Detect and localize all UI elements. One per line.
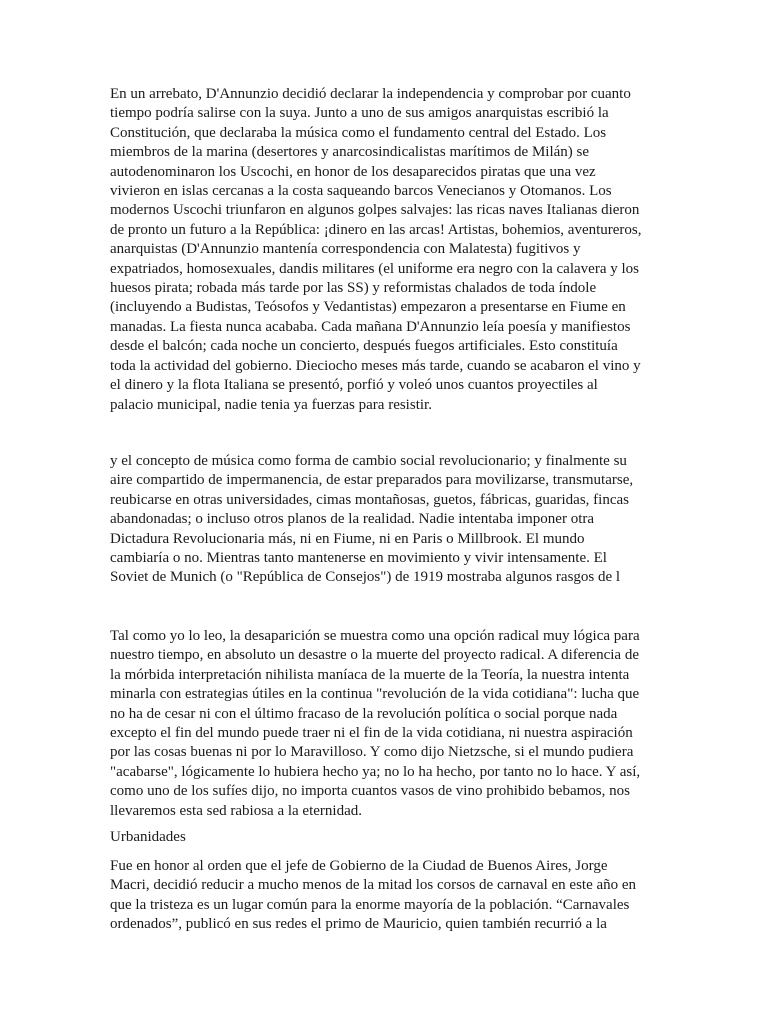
text-line: miembros de la marina (desertores y anarcosindicalistas marítimos de Milán) se xyxy=(110,144,590,161)
text-line: anarquistas (D'Annunzio mantenía correspondencia con Malatesta) fugitivos y xyxy=(110,241,581,258)
text-line: toda la actividad del gobierno. Dieciocho meses más tarde, cuando se acabaron el vino y xyxy=(110,357,641,374)
text-line: como uno de los sufíes dijo, no importa cuantos vasos de vino prohibido bebamos, nos xyxy=(110,783,630,800)
text-line: cambiaría o no. Mientras tanto mantenerse en movimiento y vivir intensamente. El xyxy=(110,550,607,567)
text-line: minarla con estrategias útiles en la continua "revolución de la vida cotidiana": lucha que xyxy=(110,686,640,703)
paragraph-carnival xyxy=(110,857,662,935)
text-line: Fue en honor al orden que el jefe de Gobierno de la Ciudad de Buenos Aires, Jorge xyxy=(110,858,608,874)
text-line: tiempo podría salirse con la suya. Junto a uno de sus amigos anarquistas escribió la xyxy=(110,105,609,122)
text-line: desde el balcón; cada noche un concierto, después fuegos artificiales. Esto constituía xyxy=(110,338,618,355)
heading-text: Urbanidades xyxy=(110,829,186,845)
text-line: autodenominaron los Uscochi, en honor de los desaparecidos piratas que una vez xyxy=(110,163,596,180)
text-line: y el concepto de música como forma de cambio social revolucionario; y finalmente su xyxy=(110,453,627,469)
text-line: palacio municipal, nadie tenia ya fuerzas para resistir. xyxy=(110,396,432,413)
paragraph-music-revolution xyxy=(110,452,662,588)
text-line: reubicarse en otras universidades, cimas montañosas, guetos, fábricas, guaridas, fincas xyxy=(110,491,629,508)
text-line: por las cosas buenas ni por lo Maravilloso. Y como dijo Nietzsche, si el mundo pudiera xyxy=(110,744,634,761)
text-line: Dictadura Revolucionaria más, ni en Fiume, ni en Paris o Millbrook. El mundo xyxy=(110,530,585,547)
text-line: Soviet de Munich (o "República de Consejos") de 1919 mostraba algunos rasgos de l xyxy=(110,569,621,586)
text-line: aire compartido de impermanencia, de estar preparados para movilizarse, transmutarse, xyxy=(110,472,634,489)
text-line: llevaremos esta sed rabiosa a la eternidad. xyxy=(110,802,362,819)
text-line: huesos pirata; robada más tarde por las SS) y reformistas chalados de toda índole xyxy=(110,280,597,297)
text-line: vivieron en islas cercanas a la costa saqueando barcos Venecianos y Otomanos. Los xyxy=(110,183,612,200)
text-line: el dinero y la flota Italiana se presentó, porfió y voleó unos cuantos proyectiles al xyxy=(110,377,598,394)
paragraph-fiume xyxy=(110,85,662,415)
section-heading xyxy=(110,828,662,847)
text-line: En un arrebato, D'Annunzio decidió declarar la independencia y comprobar por cuanto xyxy=(110,86,631,102)
text-line: manadas. La fiesta nunca acababa. Cada mañana D'Annunzio leía poesía y manifiestos xyxy=(110,318,631,335)
text-line: expatriados, homosexuales, dandis militares (el uniforme era negro con la calavera y los xyxy=(110,260,639,277)
text-line: "acabarse", lógicamente lo hubiera hecho ya; no lo ha hecho, por tanto no lo hace. Y así, xyxy=(110,763,641,780)
text-line: la mórbida interpretación nihilista maníaca de la muerte de la Teoría, la nuestra intenta xyxy=(110,666,630,683)
text-line: no ha de cesar ni con el último fracaso de la revolución política o social porque nada xyxy=(110,705,618,722)
text-line: modernos Uscochi triunfaron en algunos golpes salvajes: las ricas naves Italianas dieron xyxy=(110,202,640,219)
text-line: abandonadas; o incluso otros planos de la realidad. Nadie intentaba imponer otra xyxy=(110,511,595,528)
paragraph-disappearance xyxy=(110,627,662,821)
text-line: excepto el fin del mundo puede traer ni el fin de la vida cotidiana, ni nuestra aspiración xyxy=(110,725,633,742)
text-line: ordenados”, publicó en sus redes el primo de Mauricio, quien también recurrió a la xyxy=(110,916,607,933)
text-line: que la tristeza es un lugar común para la enorme mayoría de la población. “Carnavales xyxy=(110,896,630,913)
text-line: Constitución, que declaraba la música como el fundamento central del Estado. Los xyxy=(110,124,607,141)
text-line: Macri, decidió reducir a mucho menos de la mitad los corsos de carnaval en este año en xyxy=(110,877,637,894)
text-line: Tal como yo lo leo, la desaparición se muestra como una opción radical muy lógica para xyxy=(110,628,640,644)
text-line: (incluyendo a Budistas, Teósofos y Vedantistas) empezaron a presentarse en Fiume en xyxy=(110,299,626,316)
text-line: nuestro tiempo, en absoluto un desastre o la muerte del proyecto radical. A diferencia de xyxy=(110,647,639,664)
text-line: de pronto un futuro a la República: ¡dinero en las arcas! Artistas, bohemios, aventureros, xyxy=(110,221,642,238)
